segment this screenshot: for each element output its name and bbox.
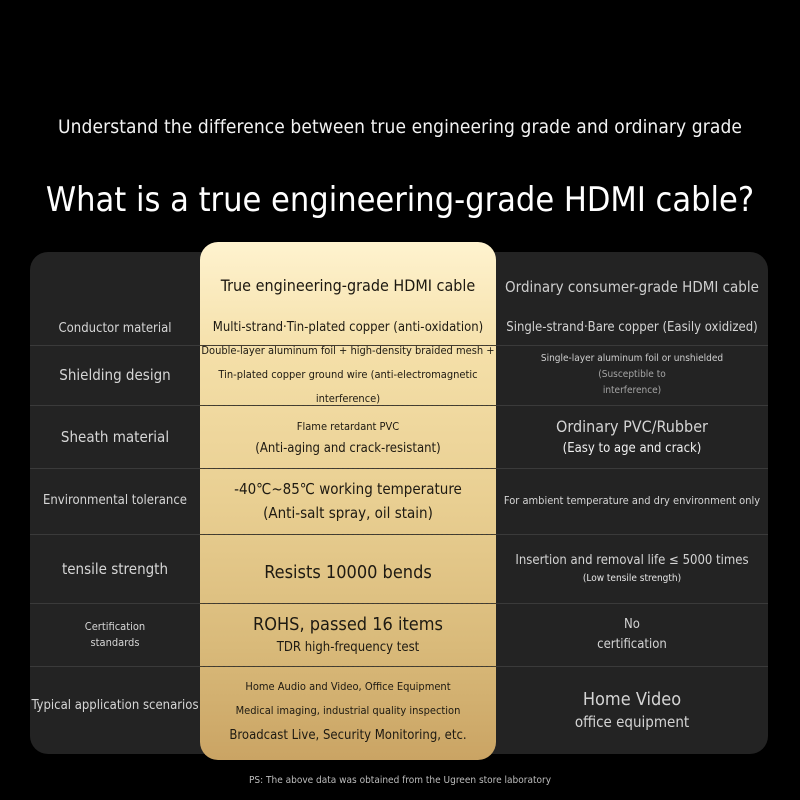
cell-text: Broadcast Live, Security Monitoring, etc.	[229, 728, 467, 743]
ordinary-conductor	[496, 310, 768, 345]
engineering-scenarios	[200, 670, 496, 754]
cell-text: (Low tensile strength)	[582, 572, 682, 584]
cell-text: (Anti-aging and crack-resistant)	[255, 440, 441, 456]
row-label-tensile	[30, 534, 200, 603]
page-title: What is a true engineering-grade HDMI cable?	[45, 180, 755, 220]
cell-text: certification	[597, 636, 667, 652]
label-text: Certification	[84, 619, 146, 633]
engineering-sheath	[200, 405, 496, 468]
engineering-shielding	[200, 345, 496, 405]
cell-text: TDR high-frequency test	[276, 639, 420, 655]
cell-text: -40℃~85℃ working temperature	[234, 480, 462, 498]
engineering-tensile	[200, 534, 496, 612]
engineering-certification	[200, 603, 496, 666]
footnote: PS: The above data was obtained from the Ugreen store laboratory	[248, 775, 552, 786]
label-text: Shielding design	[59, 366, 171, 384]
cell-text: (Anti-salt spray, oil stain)	[263, 504, 433, 522]
ordinary-shielding	[496, 345, 768, 405]
engineering-environment	[200, 468, 496, 534]
label-text: Sheath material	[60, 427, 170, 446]
row-label-environment	[30, 468, 200, 534]
label-text: Environmental tolerance	[43, 493, 187, 508]
cell-text: (Easy to age and crack)	[562, 440, 702, 456]
ordinary-column-header: Ordinary consumer-grade HDMI cable	[505, 278, 759, 296]
cell-text: office equipment	[574, 713, 690, 731]
label-text: Typical application scenarios	[31, 698, 199, 713]
subtitle: Understand the difference between true engineering grade and ordinary grade	[57, 116, 743, 138]
cell-text: Single-strand·Bare copper (Easily oxidized)	[506, 319, 758, 335]
row-label-scenarios	[30, 666, 200, 746]
cell-text: For ambient temperature and dry environment only	[503, 494, 761, 507]
label-text: standards	[90, 635, 140, 649]
cell-text: Medical imaging, industrial quality inspection	[235, 704, 461, 717]
cell-text: Flame retardant PVC	[296, 419, 400, 433]
ordinary-environment	[496, 468, 768, 534]
row-label-conductor	[30, 312, 200, 345]
cell-text: Ordinary PVC/Rubber	[556, 416, 708, 436]
cell-text: No	[624, 616, 640, 632]
cell-text: Tin-plated copper ground wire (anti-electromagnetic interference)	[218, 368, 478, 405]
cell-text: (Susceptible to	[598, 369, 666, 380]
label-text: tensile strength	[61, 559, 169, 578]
ordinary-certification	[496, 603, 768, 666]
cell-text: Double-layer aluminum foil + high-density braided mesh +	[201, 344, 495, 357]
row-divider	[200, 666, 496, 667]
ordinary-scenarios	[496, 666, 768, 754]
row-label-certification	[30, 603, 200, 666]
cell-text: Multi-strand·Tin-plated copper (anti-oxidation)	[212, 319, 484, 335]
cell-text: Home Audio and Video, Office Equipment	[245, 680, 451, 693]
label-text: Conductor material	[58, 320, 172, 336]
cell-text: ROHS, passed 16 items	[253, 613, 443, 635]
engineering-column-header: True engineering-grade HDMI cable	[220, 275, 476, 295]
cell-text: interference)	[602, 385, 662, 396]
cell-text: Single-layer aluminum foil or unshielded	[540, 353, 724, 364]
cell-text: Home Video	[582, 689, 682, 710]
ordinary-tensile	[496, 534, 768, 603]
cell-text: Insertion and removal life ≤ 5000 times	[515, 552, 749, 568]
row-label-shielding	[30, 345, 200, 405]
ordinary-sheath	[496, 405, 768, 468]
row-label-sheath	[30, 405, 200, 468]
cell-text: Resists 10000 bends	[264, 562, 432, 583]
